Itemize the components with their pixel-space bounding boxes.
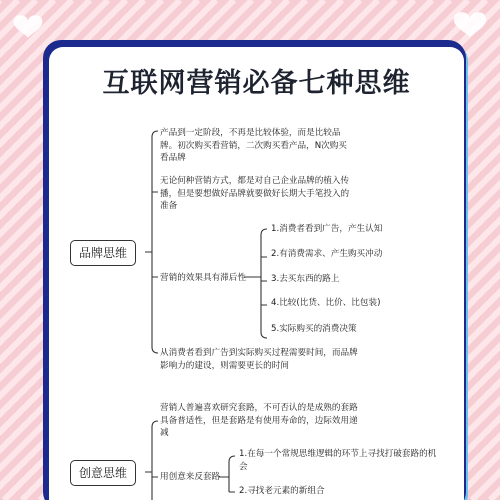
page-title: 互联网营销必备七种思维 xyxy=(102,68,411,99)
connector-brand-main xyxy=(145,131,158,353)
brand-point-lag: 营销的效果具有滞后性 xyxy=(160,273,246,283)
lag-step-2: 2.有消费需求、产生购买冲动 xyxy=(271,249,383,259)
brand-point-2: 无论何种营销方式，都是对自己企业品牌的植入传播，但是要想做好品牌就要做好长期大手笔投入的准备 xyxy=(160,176,350,211)
lag-step-5: 5.实际购买的消费决策 xyxy=(271,324,357,334)
mindmap-card xyxy=(49,47,464,500)
lag-step-1: 1.消费者看到广告，产生认知 xyxy=(271,224,383,234)
branch-node-brand[interactable]: 品牌思维 xyxy=(70,240,136,266)
connector-creative-main xyxy=(145,421,158,500)
anti-step-1: 1.在每一个常规思维逻辑的环节上寻找打破套路的机会 xyxy=(239,449,437,472)
creative-point-anti: 用创意来反套路 xyxy=(160,472,221,482)
brand-point-4: 从消费者看到广告到实际购买过程需要时间，而品牌影响力的建设，则需要更长的时间 xyxy=(160,348,358,371)
anti-step-2: 2.寻找老元素的新组合 xyxy=(239,486,325,496)
brand-point-1: 产品到一定阶段，不再是比较体验，而是比较品牌。初次购买看营销，二次购买看产品，N次购买看品牌 xyxy=(160,128,347,163)
creative-point-1: 营销人普遍喜欢研究套路，不可否认的是成熟的套路具备普适性，但是套路是有使用寿命的，边际效用递减 xyxy=(160,403,358,438)
lag-step-3: 3.去买东西的路上 xyxy=(271,274,340,284)
branch-node-creative[interactable]: 创意思维 xyxy=(70,460,136,486)
lag-step-4: 4.比较(比货、比价、比包装) xyxy=(271,298,381,308)
